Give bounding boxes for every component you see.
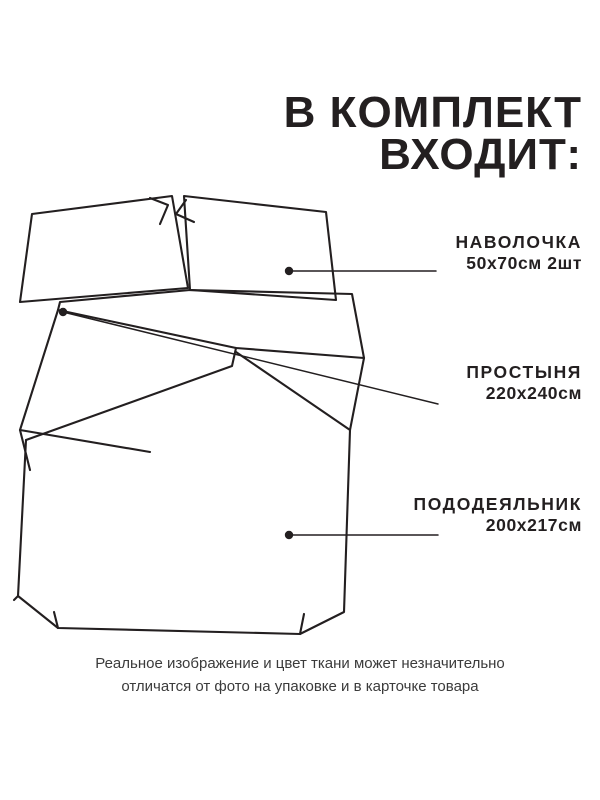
- callout-sheet: [466, 362, 582, 403]
- callout-duvet: [414, 494, 582, 535]
- disclaimer-line-1: Реальное изображение и цвет ткани может незначительно: [95, 655, 505, 672]
- callout-duvet-size: 200х217см: [485, 514, 582, 535]
- callout-sheet-name: ПРОСТЫНЯ: [466, 362, 582, 382]
- disclaimer-note: [0, 652, 600, 699]
- disclaimer-line-2: отличатся от фото на упаковке и в карточке товара: [121, 678, 479, 696]
- page-title-line-1: В КОМПЛЕКТ: [283, 88, 582, 137]
- page-title: [283, 88, 582, 180]
- callout-duvet-name: ПОДОДЕЯЛЬНИК: [413, 494, 582, 514]
- callout-pillow: [455, 232, 582, 273]
- leader-dots: [59, 267, 293, 539]
- callout-pillow-size: 50х70см 2шт: [466, 252, 582, 273]
- callout-pillow-name: НАВОЛОЧКА: [455, 232, 582, 252]
- callout-sheet-size: 220х240см: [485, 382, 582, 403]
- page-title-line-2: ВХОДИТ:: [379, 130, 582, 180]
